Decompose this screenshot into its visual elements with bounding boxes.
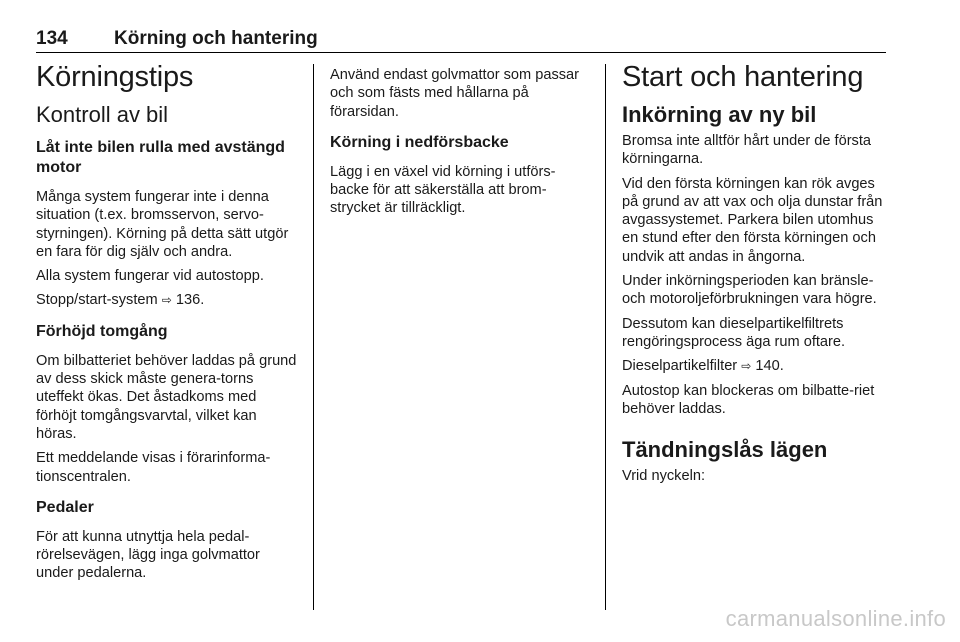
- header-rule: [36, 52, 886, 53]
- page-ref-icon: ⇨: [161, 293, 172, 308]
- column-3: [622, 56, 888, 485]
- paragraph: Många system fungerar inte i denna situation (t.ex. bromsservon, servo-styrningen). Körning på detta sätt utgör en fara för dig själv och andra.: [36, 189, 289, 260]
- paragraph: Alla system fungerar vid autostopp.: [36, 268, 264, 285]
- column-divider: [605, 64, 606, 610]
- page-number: 134: [36, 28, 68, 49]
- page-ref-icon: ⇨: [741, 359, 752, 374]
- subsection-title: Kontroll av bil: [36, 102, 169, 127]
- paragraph: Autostop kan blockeras om bilbatte-riet behöver laddas.: [622, 382, 875, 417]
- paragraph: Under inkörningsperioden kan bränsle- och motoroljeförbrukningen vara högre.: [622, 273, 877, 308]
- paragraph: För att kunna utnyttja hela pedal-rörelsevägen, lägg inga golvmattor under pedalerna.: [36, 528, 260, 582]
- paragraph: Vid den första körningen kan rök avges på grund av att vax och olja dunstar från avgassystemet. Parkera bilen utomhus en stund efter den första körningen och undvik att andas in ångorna.: [622, 175, 883, 265]
- paragraph: Ett meddelande visas i förarinforma-tionscentralen.: [36, 450, 271, 485]
- section-title: Start och hantering: [622, 61, 864, 93]
- heading: Låt inte bilen rulla med avstängd motor: [36, 139, 285, 176]
- paragraph: Lägg i en växel vid körning i utförs-backe för att säkerställa att brom-strycket är tillräckligt.: [330, 163, 556, 217]
- column-divider: [313, 64, 314, 610]
- column-1: [36, 56, 298, 583]
- subsection-title: Inkörning av ny bil: [622, 102, 817, 127]
- watermark: carmanualsonline.info: [725, 606, 946, 631]
- paragraph: Om bilbatteriet behöver laddas på grund av dess skick måste genera-torns uteffekt ökas. Det åstadkoms med förhöjt tomgångsvarvtal, vilket kan höras.: [36, 352, 297, 442]
- subsection-title: Tändningslås lägen: [622, 437, 828, 463]
- page-ref-link[interactable]: 136.: [175, 292, 205, 309]
- paragraph: Använd endast golvmattor som passar och som fästs med hållarna på förarsidan.: [330, 67, 580, 120]
- section-title: Körningstips: [36, 61, 194, 93]
- paragraph: [36, 291, 298, 309]
- paragraph: Bromsa inte alltför hårt under de första körningarna.: [622, 133, 872, 168]
- paragraph: [622, 357, 888, 375]
- page-header: [36, 28, 886, 52]
- heading: Förhöjd tomgång: [36, 322, 168, 340]
- paragraph: Dessutom kan dieselpartikelfiltrets rengöringsprocess äga rum oftare.: [622, 315, 846, 350]
- page-ref-link[interactable]: 140.: [755, 358, 784, 375]
- paragraph: Vrid nyckeln:: [622, 468, 706, 485]
- paragraph-text: Dieselpartikelfilter: [622, 358, 738, 375]
- heading: Körning i nedförsbacke: [330, 133, 509, 151]
- heading: Pedaler: [36, 498, 94, 516]
- column-2: [330, 56, 592, 218]
- paragraph-text: Stopp/start-system: [36, 292, 158, 309]
- running-title: Körning och hantering: [114, 28, 318, 49]
